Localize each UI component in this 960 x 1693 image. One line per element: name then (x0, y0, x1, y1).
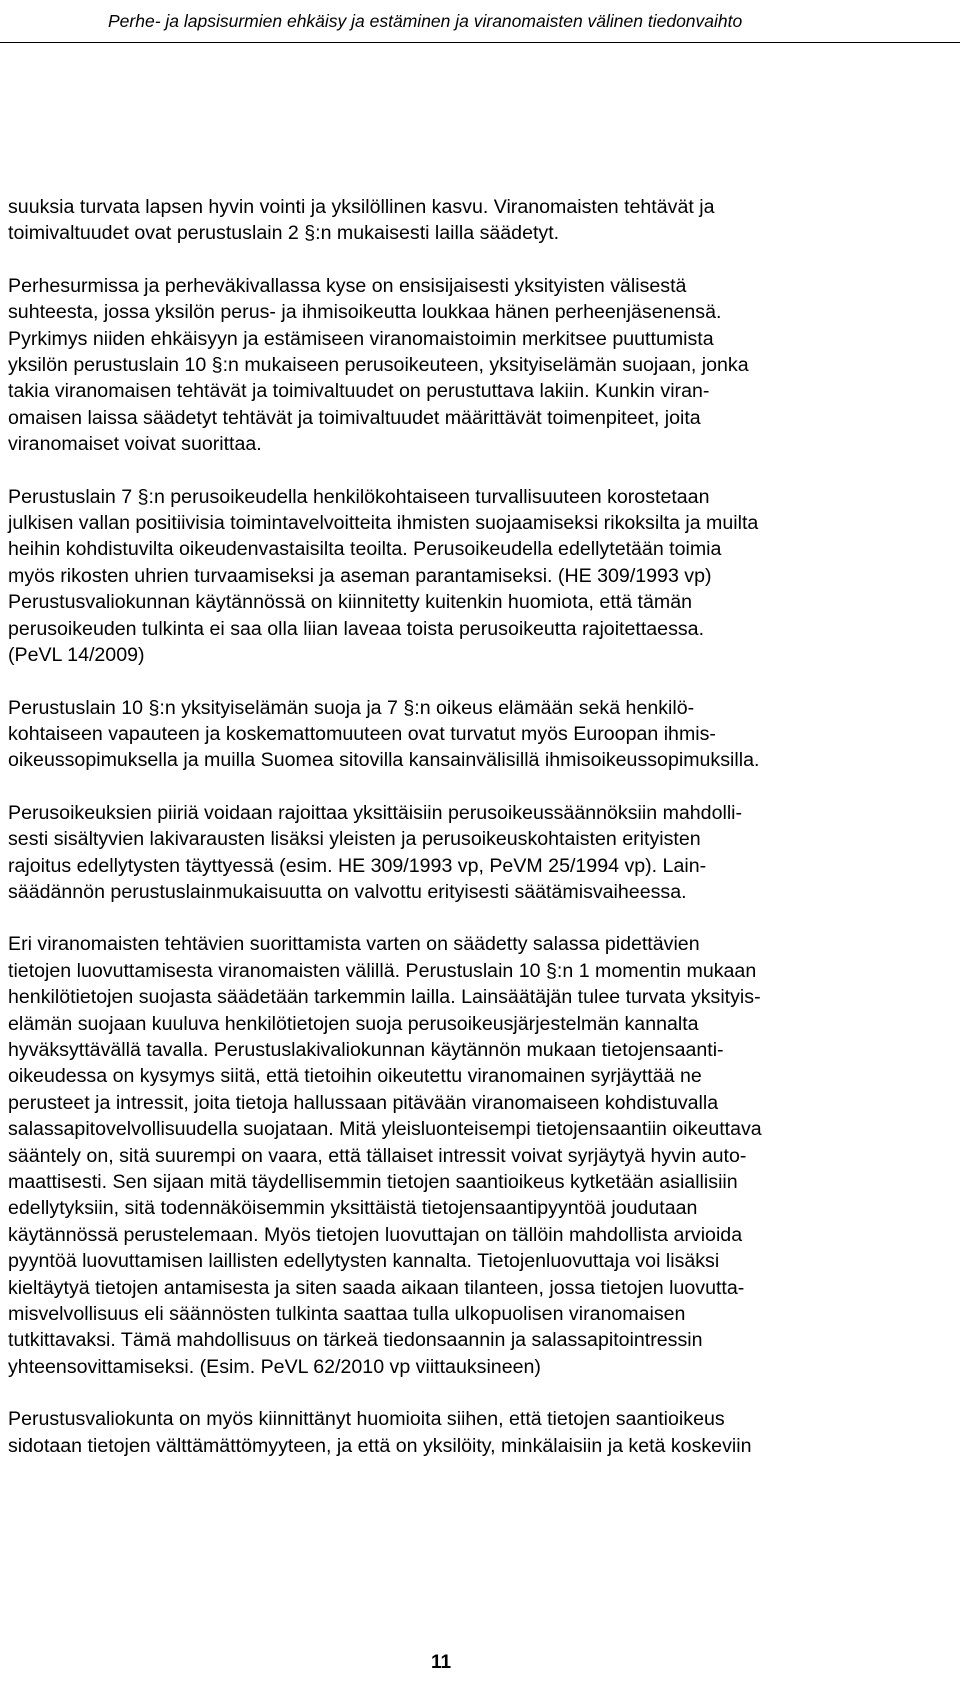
paragraph-line: yhteensovittamiseksi. (Esim. PeVL 62/2010 vp viittauksineen) (8, 1355, 541, 1378)
paragraph (8, 1406, 928, 1459)
paragraph-line: Perustuslain 7 §:n perusoikeudella henkilökohtaiseen turvallisuuteen korostetaan (8, 485, 710, 508)
page-number: 11 (431, 1652, 452, 1673)
paragraph-line: tietojen luovuttamisesta viranomaisten välillä. Perustuslain 10 §:n 1 momentin mukaan (8, 959, 757, 982)
paragraph-line: kieltäytyä tietojen antamisesta ja siten saada aikaan tilanteen, jossa tietojen luovutta- (8, 1276, 745, 1299)
paragraph (8, 931, 928, 1380)
header-divider (0, 42, 960, 43)
paragraph (8, 484, 928, 669)
running-header-title: Perhe- ja lapsisurmien ehkäisy ja estäminen ja viranomaisten välinen tiedonvaihto (108, 11, 743, 31)
paragraph-line: Perusoikeuksien piiriä voidaan rajoittaa yksittäisiin perusoikeussäännöksiin mahdolli- (8, 801, 743, 824)
paragraph-line: Pyrkimys niiden ehkäisyyn ja estämiseen viranomaistoimin merkitsee puuttumista (8, 327, 714, 350)
paragraph-line: edellytyksiin, sitä todennäköisemmin yksittäistä tietojensaantipyyntöä joudutaan (8, 1197, 698, 1220)
paragraph-line: (PeVL 14/2009) (8, 644, 145, 667)
paragraph-line: perusteet ja intressit, joita tietoja hallussaan pitävään viranomaiseen kohdistuvalla (8, 1091, 719, 1114)
paragraph-line: rajoitus edellytysten täyttyessä (esim. HE 309/1993 vp, PeVM 25/1994 vp). Lain- (8, 854, 707, 877)
paragraph-line: yksilön perustuslain 10 §:n mukaiseen perusoikeuteen, yksityiselämän suojaan, jonka (8, 354, 749, 377)
paragraph-line: Perustusvaliokunta on myös kiinnittänyt huomioita siihen, että tietojen saantioikeus (8, 1408, 725, 1431)
paragraph-line: takia viranomaisen tehtävät ja toimivaltuudet on perustuttava lakiin. Kunkin viran- (8, 380, 710, 403)
paragraph-line: toimivaltuudet ovat perustuslain 2 §:n mukaisesti lailla säädetyt. (8, 222, 560, 245)
paragraph-line: oikeussopimuksella ja muilla Suomea sitovilla kansainvälisillä ihmisoikeussopimuksilla. (8, 749, 760, 772)
paragraph-line: Perustuslain 10 §:n yksityiselämän suoja ja 7 §:n oikeus elämään sekä henkilö- (8, 696, 695, 719)
paragraph-line: sääntely on, sitä suurempi on vaara, että tällaiset intressit voivat syrjäytyä hyvin auto- (8, 1144, 747, 1167)
paragraph (8, 273, 928, 458)
paragraph (8, 800, 928, 906)
paragraph-line: käytännössä perustelemaan. Myös tietojen luovuttajan on tällöin mahdollista arvioida (8, 1223, 743, 1246)
paragraph-line: perusoikeuden tulkinta ei saa olla liian laveaa toista perusoikeutta rajoitettaessa. (8, 617, 705, 640)
paragraph-line: Perustusvaliokunnan käytännössä on kiinnitetty kuitenkin huomiota, että tämän (8, 591, 693, 614)
paragraph-line: salassapitovelvollisuudella suojataan. Mitä yleisluonteisempi tietojensaantiin oikeuttava (8, 1118, 762, 1141)
paragraph (8, 695, 928, 774)
document-body (8, 194, 928, 1485)
paragraph-line: omaisen laissa säädetyt tehtävät ja toimivaltuudet määrittävät toimenpiteet, joita (8, 406, 701, 429)
paragraph-line: viranomaiset voivat suorittaa. (8, 433, 262, 456)
paragraph-line: maattisesti. Sen sijaan mitä täydellisemmin tietojen saantioikeus kytketään asiallisiin (8, 1171, 738, 1193)
page-header (0, 0, 960, 50)
paragraph-line: elämän suojaan kuuluva henkilötietojen suoja perusoikeusjärjestelmän kannalta (8, 1012, 699, 1035)
paragraph-line: tutkittavaksi. Tämä mahdollisuus on tärkeä tiedonsaannin ja salassapitointressin (8, 1329, 703, 1352)
paragraph-line: henkilötietojen suojasta säädetään tarkemmin lailla. Lainsäätäjän tulee turvata yksityis- (8, 986, 761, 1009)
paragraph-line: julkisen vallan positiivisia toimintavelvoitteita ihmisten suojaamiseksi rikoksilta ja muilta (8, 512, 759, 535)
paragraph-line: myös rikosten uhrien turvaamiseksi ja aseman parantamiseksi. (HE 309/1993 vp) (8, 564, 712, 587)
paragraph-line: pyyntöä luovuttamisen laillisten edellytysten kannalta. Tietojenluovuttaja voi lisäksi (8, 1250, 720, 1273)
paragraph-line: suuksia turvata lapsen hyvin vointi ja yksilöllinen kasvu. Viranomaisten tehtävät ja (8, 196, 715, 218)
paragraph-line: sesti sisältyvien lakivarausten lisäksi yleisten ja perusoikeuskohtaisten erityisten (8, 828, 701, 851)
paragraph-line: misvelvollisuus eli säännösten tulkinta saattaa tulla ulkopuolisen viranomaisen (8, 1303, 686, 1326)
paragraph-line: sidotaan tietojen välttämättömyyteen, ja että on yksilöity, minkälaisiin ja ketä koskeviin (8, 1434, 752, 1457)
paragraph-line: hyväksyttävällä tavalla. Perustuslakivaliokunnan käytännön mukaan tietojensaanti- (8, 1038, 724, 1061)
paragraph (8, 194, 928, 247)
paragraph-line: heihin kohdistuvilta oikeudenvastaisilta teoilta. Perusoikeudella edellytetään toimia (8, 538, 722, 561)
paragraph-line: Perhesurmissa ja perheväkivallassa kyse on ensisijaisesti yksityisten välisestä (8, 274, 687, 297)
paragraph-line: oikeudessa on kysymys siitä, että tietoihin oikeutettu viranomainen syrjäyttää ne (8, 1065, 702, 1088)
paragraph-line: kohtaiseen vapauteen ja koskemattomuuteen ovat turvatut myös Euroopan ihmis- (8, 722, 716, 745)
paragraph-line: säädännön perustuslainmukaisuutta on valvottu erityisesti säätämisvaiheessa. (8, 880, 687, 903)
paragraph-line: suhteesta, jossa yksilön perus- ja ihmisoikeutta loukkaa hänen perheenjäsenensä. (8, 301, 722, 324)
paragraph-line: Eri viranomaisten tehtävien suorittamista varten on säädetty salassa pidettävien (8, 933, 700, 956)
